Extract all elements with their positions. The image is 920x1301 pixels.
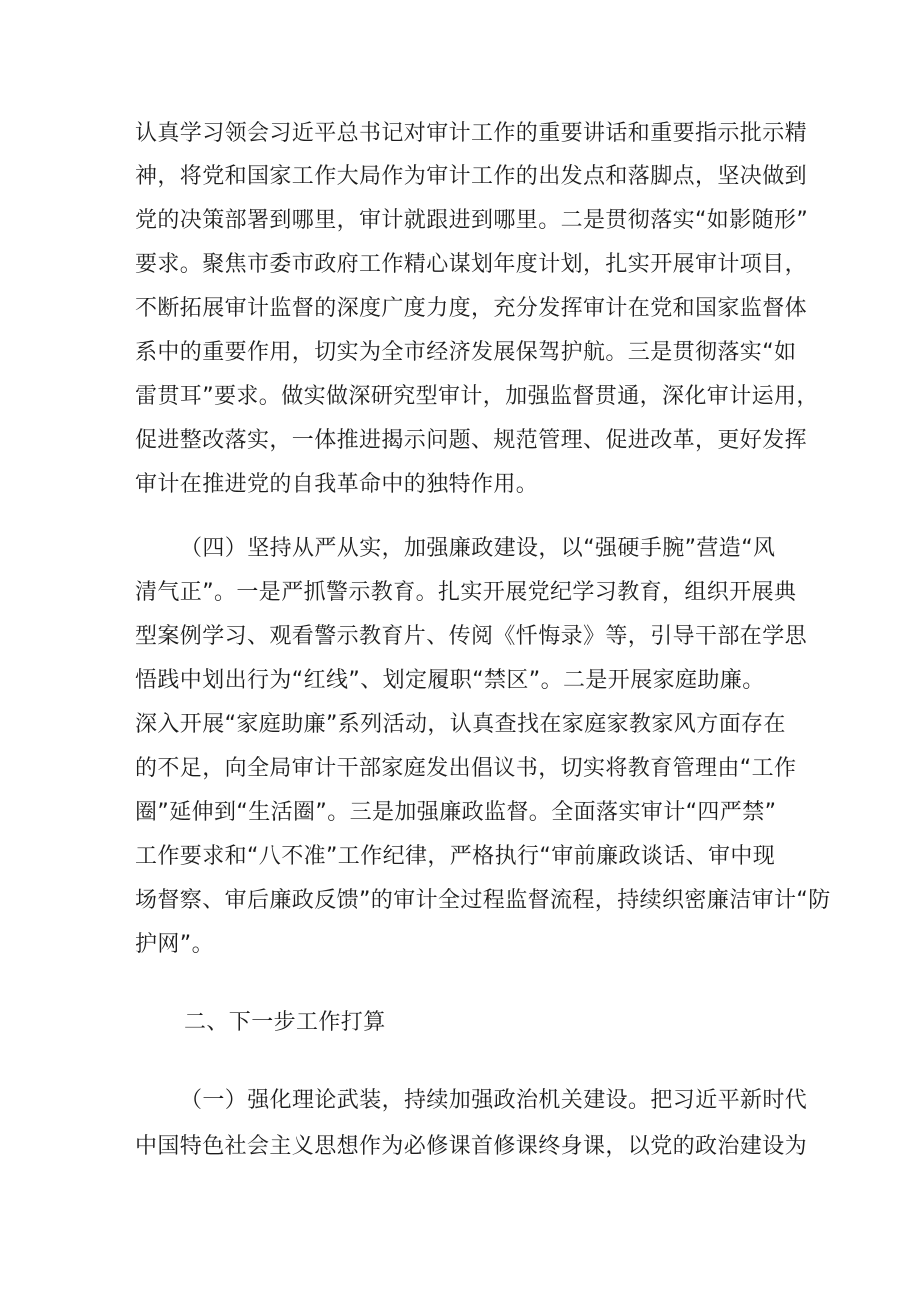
text-line: 系中的重要作用，切实为全市经济发展保驾护航。三是贯彻落实“如 [135,340,797,365]
text-line: 清气正”。一是严抓警示教育。扎实开展党纪学习教育，组织开展典 [135,580,797,605]
text-line: 认真学习领会习近平总书记对审计工作的重要讲话和重要指示批示精 [135,121,808,146]
section-heading: 二、下一步工作打算 [184,1010,386,1035]
text-line: 审计在推进党的自我革命中的独特作用。 [135,472,539,497]
text-line: 场督察、审后廉政反馈”的审计全过程监督流程，持续织密廉洁审计“防 [135,888,831,913]
paragraph-first-line: （四）坚持从严从实，加强廉政建设，以“强硬手腕”营造“风 [180,536,776,561]
text-line: 神，将党和国家工作大局作为审计工作的出发点和落脚点，坚决做到 [135,164,808,189]
paragraph-first-line: （一）强化理论武装，持续加强政治机关建设。把习近平新时代 [180,1088,808,1113]
text-line: 的不足，向全局审计干部家庭发出倡议书，切实将教育管理由“工作 [135,756,797,781]
text-line: 雷贯耳”要求。做实做深研究型审计，加强监督贯通，深化审计运用， [135,384,819,409]
text-line: 护网”。 [135,932,214,957]
text-line: 工作要求和“八不准”工作纪律，严格执行“审前廉政谈话、审中现 [135,844,776,869]
text-line: 中国特色社会主义思想作为必修课首修课终身课，以党的政治建设为 [135,1134,808,1159]
text-line: 型案例学习、观看警示教育片、传阅《忏悔录》等，引导干部在学思 [135,624,808,649]
text-line: 不断拓展审计监督的深度广度力度，充分发挥审计在党和国家监督体 [135,296,808,321]
text-line: 党的决策部署到哪里，审计就跟进到哪里。二是贯彻落实“如影随形” [135,208,809,233]
text-line: 圈”延伸到“生活圈”。三是加强廉政监督。全面落实审计“四严禁” [135,800,777,825]
text-line: 要求。聚焦市委市政府工作精心谋划年度计划，扎实开展审计项目， [135,252,808,277]
text-line: 促进整改落实，一体推进揭示问题、规范管理、促进改革，更好发挥 [135,428,808,453]
text-line: 悟践中划出行为“红线”、划定履职“禁区”。二是开展家庭助廉。 [135,668,765,693]
text-line: 深入开展“家庭助廉”系列活动，认真查找在家庭家教家风方面存在 [135,712,786,737]
